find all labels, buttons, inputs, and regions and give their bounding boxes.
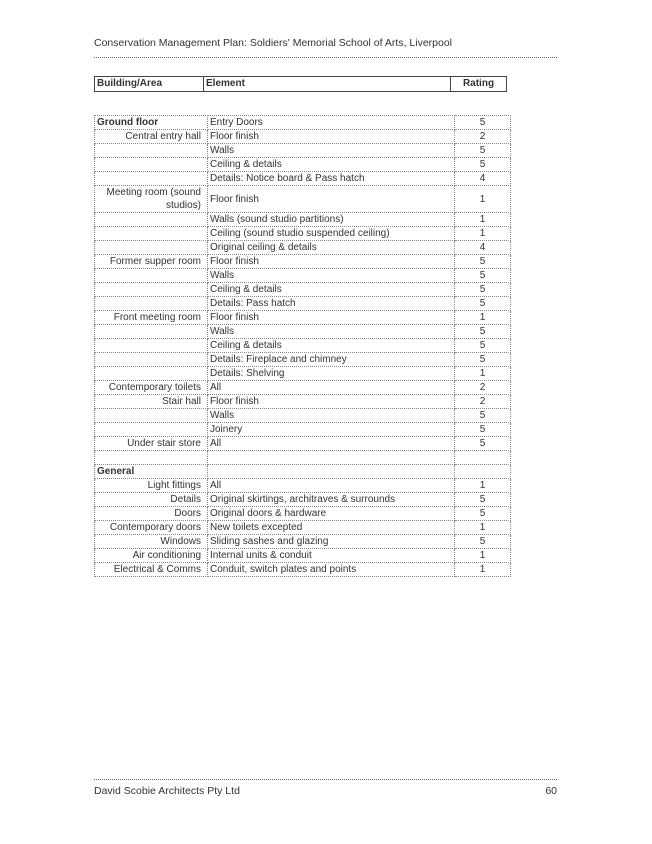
cell-building-area: Doors [95, 507, 208, 521]
cell-rating: 1 [455, 521, 511, 535]
cell-element: Details: Pass hatch [208, 297, 455, 311]
cell-rating: 2 [455, 130, 511, 144]
page-header-title: Conservation Management Plan: Soldiers' Memorial School of Arts, Liverpool [94, 37, 453, 49]
cell-rating: 5 [455, 158, 511, 172]
cell-building-area [95, 339, 208, 353]
cell-element: Walls (sound studio partitions) [208, 213, 455, 227]
footer-rule [94, 779, 557, 780]
cell-rating [455, 451, 511, 465]
table-row [95, 213, 511, 227]
table-row [95, 186, 511, 213]
cell-building-area [95, 325, 208, 339]
cell-element: Ceiling & details [208, 339, 455, 353]
cell-rating: 5 [455, 283, 511, 297]
cell-building-area [95, 451, 208, 465]
col-header-building-area: Building/Area [95, 77, 204, 92]
cell-building-area: Electrical & Comms [95, 563, 208, 577]
cell-building-area [95, 283, 208, 297]
cell-rating: 4 [455, 172, 511, 186]
cell-rating: 5 [455, 325, 511, 339]
cell-rating: 5 [455, 423, 511, 437]
cell-element: Floor finish [208, 311, 455, 325]
table-row [95, 241, 511, 255]
table-row [95, 521, 511, 535]
cell-rating: 1 [455, 186, 511, 213]
cell-rating: 5 [455, 437, 511, 451]
cell-rating: 5 [455, 255, 511, 269]
cell-element: Entry Doors [208, 116, 455, 130]
cell-element: All [208, 381, 455, 395]
col-header-rating: Rating [451, 77, 507, 92]
cell-building-area: Stair hall [95, 395, 208, 409]
footer-company: David Scobie Architects Pty Ltd [94, 785, 240, 797]
table-row [95, 465, 511, 479]
cell-building-area [95, 367, 208, 381]
cell-rating: 1 [455, 367, 511, 381]
cell-rating: 1 [455, 227, 511, 241]
cell-element: New toilets excepted [208, 521, 455, 535]
cell-building-area: Central entry hall [95, 130, 208, 144]
column-header-table [94, 76, 507, 92]
cell-element: All [208, 479, 455, 493]
table-row [95, 409, 511, 423]
cell-building-area [95, 172, 208, 186]
cell-building-area [95, 144, 208, 158]
cell-building-area: Windows [95, 535, 208, 549]
table-row [95, 227, 511, 241]
table-row [95, 283, 511, 297]
cell-rating: 1 [455, 563, 511, 577]
cell-element: Conduit, switch plates and points [208, 563, 455, 577]
cell-element: Floor finish [208, 130, 455, 144]
cell-element [208, 465, 455, 479]
table-row [95, 535, 511, 549]
cell-element: Floor finish [208, 255, 455, 269]
cell-rating: 5 [455, 535, 511, 549]
cell-element: Details: Shelving [208, 367, 455, 381]
cell-element: Original doors & hardware [208, 507, 455, 521]
cell-rating: 5 [455, 339, 511, 353]
header-rule [94, 57, 557, 58]
cell-building-area: General [95, 465, 208, 479]
table-row [95, 493, 511, 507]
cell-rating: 5 [455, 297, 511, 311]
table-row [95, 144, 511, 158]
cell-element: Internal units & conduit [208, 549, 455, 563]
table-row [95, 395, 511, 409]
table-row [95, 353, 511, 367]
cell-building-area [95, 158, 208, 172]
cell-element [208, 451, 455, 465]
cell-rating: 5 [455, 409, 511, 423]
cell-rating: 5 [455, 353, 511, 367]
cell-building-area: Contemporary doors [95, 521, 208, 535]
cell-element: Details: Notice board & Pass hatch [208, 172, 455, 186]
cell-element: Sliding sashes and glazing [208, 535, 455, 549]
cell-rating: 1 [455, 549, 511, 563]
table-row [95, 255, 511, 269]
table-row [95, 549, 511, 563]
table-row [95, 507, 511, 521]
cell-element: Floor finish [208, 395, 455, 409]
table-row [95, 172, 511, 186]
cell-rating: 5 [455, 269, 511, 283]
col-header-element: Element [204, 77, 451, 92]
cell-rating: 1 [455, 311, 511, 325]
cell-element: Ceiling & details [208, 283, 455, 297]
cell-element: Ceiling & details [208, 158, 455, 172]
cell-building-area: Former supper room [95, 255, 208, 269]
cell-building-area: Under stair store [95, 437, 208, 451]
cell-building-area [95, 423, 208, 437]
cell-rating: 5 [455, 507, 511, 521]
table-row [95, 437, 511, 451]
cell-element: Original skirtings, architraves & surrounds [208, 493, 455, 507]
cell-element: Walls [208, 144, 455, 158]
cell-building-area: Light fittings [95, 479, 208, 493]
cell-building-area: Ground floor [95, 116, 208, 130]
cell-building-area [95, 213, 208, 227]
cell-element: Details: Fireplace and chimney [208, 353, 455, 367]
ratings-table [94, 115, 511, 577]
cell-rating: 2 [455, 381, 511, 395]
table-row [95, 116, 511, 130]
cell-building-area [95, 409, 208, 423]
column-header-row [95, 77, 507, 92]
table-row [95, 423, 511, 437]
cell-building-area: Meeting room (sound studios) [95, 186, 208, 213]
table-row [95, 130, 511, 144]
cell-element: Walls [208, 409, 455, 423]
cell-building-area [95, 297, 208, 311]
cell-element: Walls [208, 269, 455, 283]
cell-rating: 5 [455, 493, 511, 507]
cell-rating: 2 [455, 395, 511, 409]
cell-element: Walls [208, 325, 455, 339]
cell-building-area [95, 227, 208, 241]
cell-building-area [95, 241, 208, 255]
cell-rating: 5 [455, 144, 511, 158]
ratings-table-body [95, 116, 511, 577]
cell-building-area [95, 353, 208, 367]
cell-element: Floor finish [208, 186, 455, 213]
cell-element: All [208, 437, 455, 451]
cell-building-area: Contemporary toilets [95, 381, 208, 395]
cell-rating: 4 [455, 241, 511, 255]
table-row [95, 311, 511, 325]
cell-element: Joinery [208, 423, 455, 437]
table-row [95, 297, 511, 311]
cell-element: Original ceiling & details [208, 241, 455, 255]
table-row [95, 367, 511, 381]
cell-rating: 5 [455, 116, 511, 130]
table-row [95, 381, 511, 395]
cell-rating [455, 465, 511, 479]
cell-rating: 1 [455, 213, 511, 227]
cell-building-area: Front meeting room [95, 311, 208, 325]
cell-element: Ceiling (sound studio suspended ceiling) [208, 227, 455, 241]
table-row [95, 479, 511, 493]
cell-rating: 1 [455, 479, 511, 493]
table-row [95, 451, 511, 465]
cell-building-area: Details [95, 493, 208, 507]
table-row [95, 563, 511, 577]
table-row [95, 339, 511, 353]
table-row [95, 325, 511, 339]
cell-building-area: Air conditioning [95, 549, 208, 563]
table-row [95, 269, 511, 283]
page-number: 60 [545, 785, 557, 797]
table-row [95, 158, 511, 172]
cell-building-area [95, 269, 208, 283]
